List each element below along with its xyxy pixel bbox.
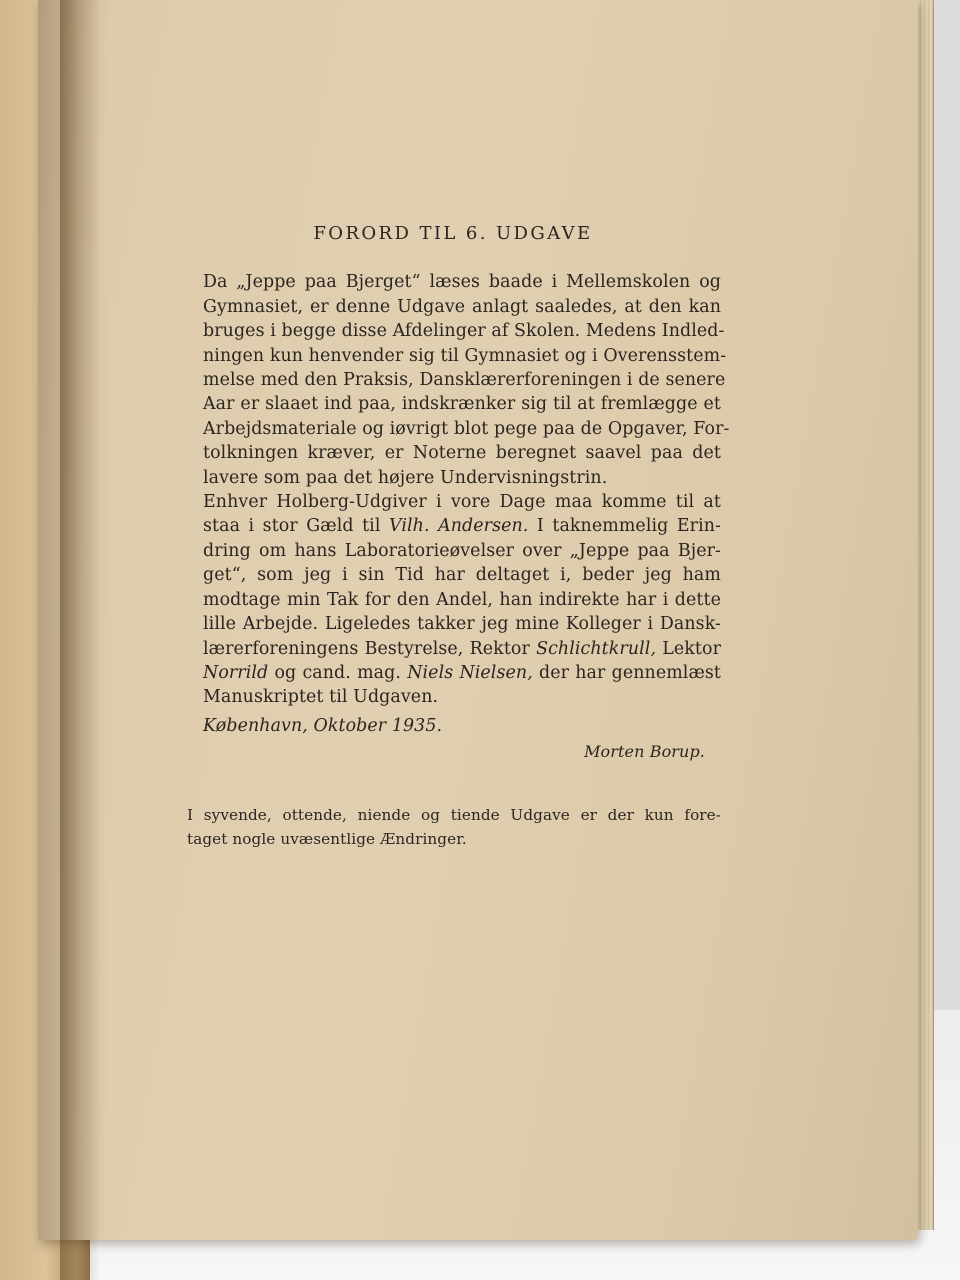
text-segment: og cand. mag. bbox=[268, 662, 408, 683]
text-segment: der har gennemlæst bbox=[532, 662, 722, 683]
text-segment: lærerforeningens Bestyrelse, Rektor bbox=[203, 638, 537, 659]
edition-note bbox=[185, 803, 721, 851]
text-line: Manuskriptet til Udgaven. bbox=[203, 687, 439, 708]
text-line: dring om hans Laboratorieøvelser over „Jeppe paa Bjer- bbox=[203, 540, 721, 561]
gutter-shadow bbox=[60, 0, 100, 1280]
text-segment: Lektor bbox=[656, 638, 721, 659]
text-line: Arbejdsmateriale og iøvrigt blot pege paa de Opgaver, For- bbox=[203, 418, 730, 439]
text-line bbox=[185, 514, 721, 538]
text-line: Enhver Holberg-Udgiver i vore Dage maa komme til at bbox=[203, 492, 721, 513]
text-line bbox=[185, 637, 721, 661]
note-line: taget nogle uvæsentlige Ændringer. bbox=[187, 829, 467, 848]
text-line bbox=[185, 661, 721, 685]
paragraph-1 bbox=[185, 270, 730, 490]
text-line: modtage min Tak for den Andel, han indirekte har i dette bbox=[203, 589, 721, 610]
text-segment: staa i stor Gæld til bbox=[203, 516, 389, 537]
text-line: get“, som jeg i sin Tid har deltaget i, beder jeg ham bbox=[203, 565, 721, 586]
text-line: bruges i begge disse Afdelinger af Skolen. Medens Indled- bbox=[203, 321, 725, 342]
text-line: melse med den Praksis, Dansklærerforeningen i de senere bbox=[203, 370, 726, 391]
signature: Morten Borup. bbox=[584, 742, 705, 762]
page-heading: FORORD TIL 6. UDGAVE bbox=[313, 223, 593, 244]
text-line: tolkningen kræver, er Noterne beregnet saavel paa det bbox=[203, 443, 721, 464]
page-text bbox=[185, 222, 730, 851]
text-line: lille Arbejde. Ligeledes takker jeg mine Kolleger i Dansk- bbox=[203, 614, 721, 635]
text-line: lavere som paa det højere Undervisningstrin. bbox=[203, 467, 608, 488]
text-line: Da „Jeppe paa Bjerget“ læses baade i Mellemskolen og bbox=[203, 272, 721, 293]
dateline: København, Oktober 1935. bbox=[203, 715, 443, 736]
person-name-italic: Niels Nielsen, bbox=[407, 662, 533, 683]
person-name-italic: Norrild bbox=[203, 662, 269, 683]
paragraph-2 bbox=[185, 490, 721, 710]
note-line: I syvende, ottende, niende og tiende Udgave er der kun fore- bbox=[187, 805, 721, 824]
author-name-italic: Vilh. Andersen. bbox=[388, 516, 529, 537]
person-name-italic: Schlichtkrull, bbox=[536, 638, 657, 659]
text-line: ningen kun henvender sig til Gymnasiet og i Overensstem- bbox=[203, 345, 727, 366]
text-line: Aar er slaaet ind paa, indskrænker sig til at fremlægge et bbox=[203, 394, 721, 415]
text-segment: I taknemmelig Erin- bbox=[528, 516, 722, 537]
text-line: Gymnasiet, er denne Udgave anlagt saaledes, at den kan bbox=[203, 296, 721, 317]
